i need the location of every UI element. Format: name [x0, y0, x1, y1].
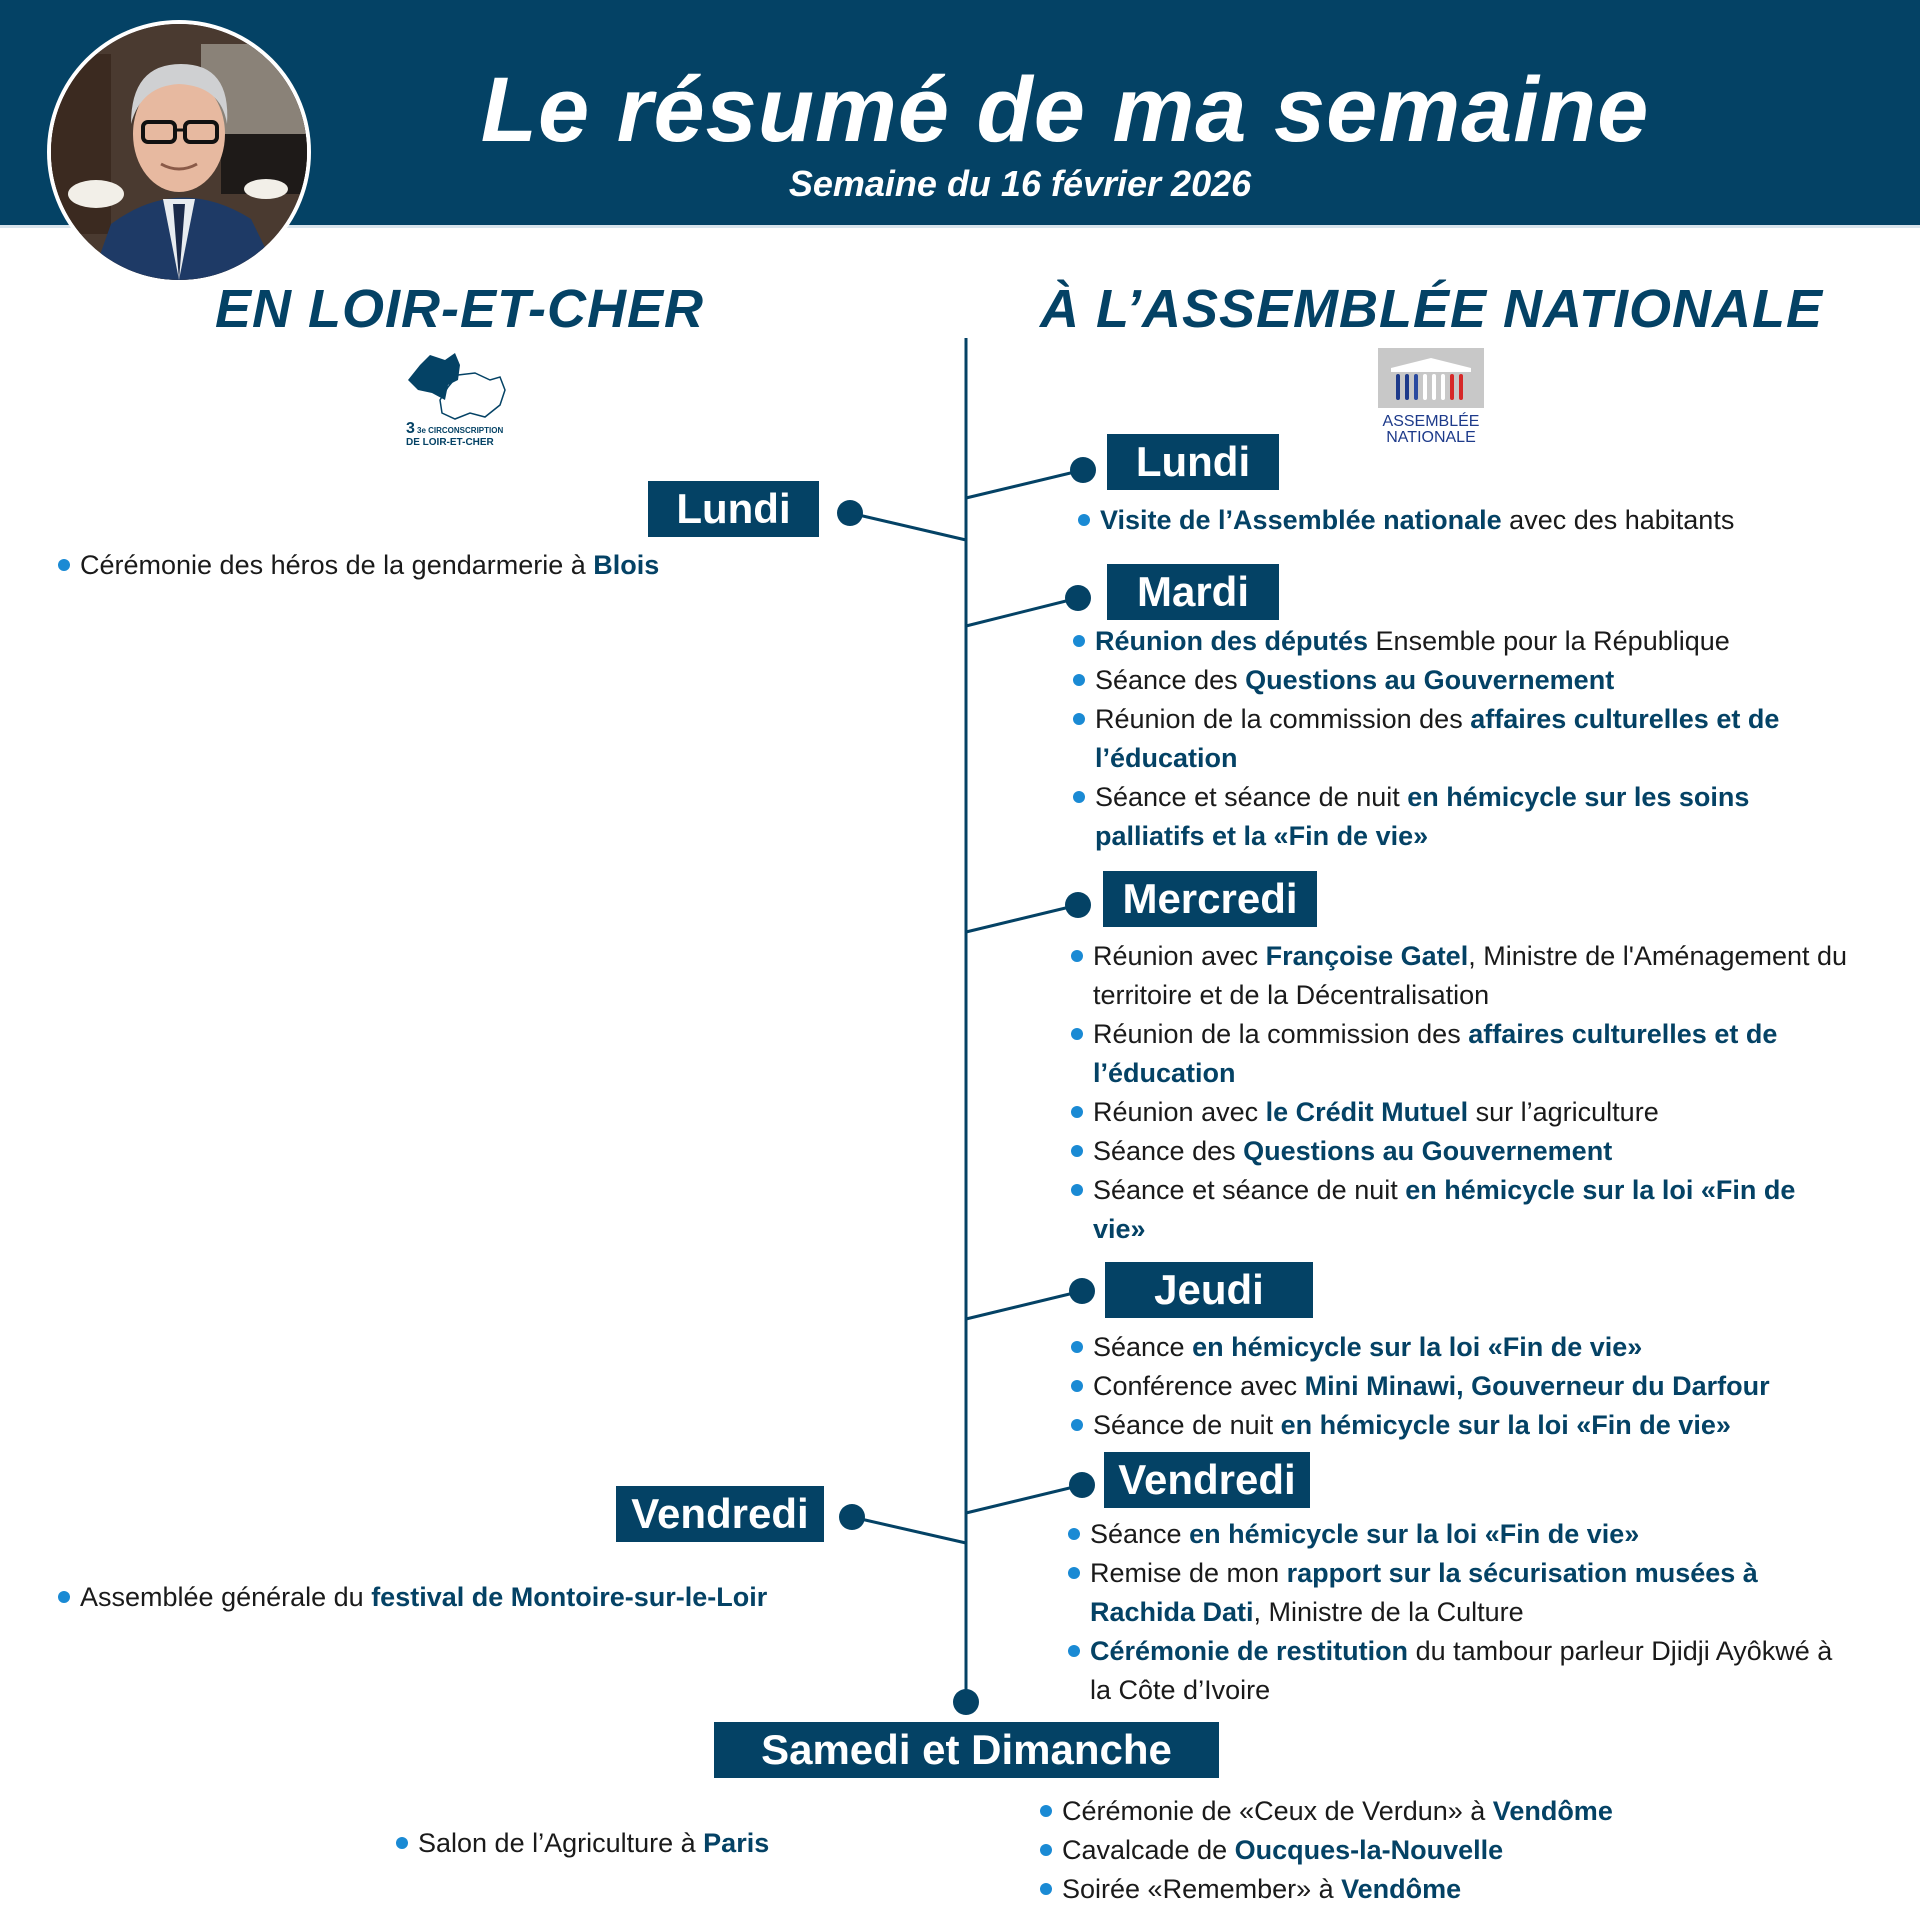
highlight-text: Blois: [593, 550, 660, 580]
item-text: Cavalcade de: [1062, 1835, 1235, 1865]
list-item: [1071, 1406, 1911, 1445]
node-left-lundi: [837, 500, 863, 526]
highlight-text: Questions au Gouvernement: [1245, 665, 1615, 695]
list-item: [396, 1824, 896, 1863]
list-item: [1040, 1870, 1840, 1909]
highlight-text: Cérémonie de restitution: [1090, 1636, 1409, 1666]
event-list-right-lundi: [1078, 501, 1898, 540]
list-item: [1068, 1632, 1858, 1710]
list-item: [1073, 778, 1863, 856]
avatar: [47, 20, 311, 284]
highlight-text: affaires culturelles et de l’éducation: [1095, 704, 1780, 773]
list-item: [1071, 1367, 1911, 1406]
list-item: [58, 546, 898, 585]
item-text: Réunion avec: [1093, 941, 1266, 971]
day-label-right-mercredi: Mercredi: [1103, 871, 1317, 927]
section-title-assemblee-nationale: À L’ASSEMBLÉE NATIONALE: [1040, 279, 1824, 339]
event-list-right-jeudi: [1071, 1328, 1911, 1445]
node-right-jeudi: [1069, 1278, 1095, 1304]
list-item: [58, 1578, 918, 1617]
list-item: [1071, 1171, 1851, 1249]
highlight-text: Paris: [703, 1828, 770, 1858]
assemblee-nationale-logo: [1376, 346, 1486, 446]
day-label-right-vendredi: Vendredi: [1104, 1452, 1310, 1508]
logo-text-2: NATIONALE: [1386, 429, 1476, 446]
connector-right-mercredi: [966, 905, 1078, 932]
event-list-right-mercredi: [1071, 937, 1851, 1249]
svg-text:3: 3: [406, 420, 415, 437]
event-list-left-vendredi: [58, 1578, 918, 1617]
item-text: Ensemble pour la République: [1368, 626, 1730, 656]
item-text: Soirée «Remember» à: [1062, 1874, 1342, 1904]
highlight-text: le Crédit Mutuel: [1265, 1097, 1469, 1127]
highlight-text: Réunion des députés: [1095, 626, 1369, 656]
highlight-text: en hémicycle sur les soins palliatifs et la «Fin de vie»: [1095, 782, 1750, 851]
event-list-left-lundi: [58, 546, 898, 585]
day-label-left-vendredi: Vendredi: [616, 1486, 824, 1542]
map-icon: [400, 345, 520, 455]
item-text: Séance des: [1093, 1136, 1244, 1166]
list-item: [1068, 1554, 1858, 1632]
highlight-text: Oucques-la-Nouvelle: [1234, 1835, 1504, 1865]
day-label-weekend: Samedi et Dimanche: [714, 1722, 1219, 1778]
highlight-text: Françoise Gatel: [1265, 941, 1469, 971]
day-label-right-lundi: Lundi: [1107, 434, 1279, 490]
item-text: Assemblée générale du: [80, 1582, 372, 1612]
node-weekend: [953, 1689, 979, 1715]
highlight-text: Vendôme: [1492, 1796, 1613, 1826]
item-text: avec des habitants: [1501, 505, 1735, 535]
node-right-mercredi: [1065, 892, 1091, 918]
connector-right-mardi: [966, 598, 1078, 626]
highlight-text: en hémicycle sur la loi «Fin de vie»: [1192, 1332, 1643, 1362]
item-text: Cérémonie des héros de la gendarmerie à: [80, 550, 594, 580]
item-text: , Ministre de l'Aménagement du territoire et de la Décentralisation: [1093, 941, 1848, 1010]
highlight-text: Mini Minawi, Gouverneur du Darfour: [1304, 1371, 1770, 1401]
event-list-right-mardi: [1073, 622, 1863, 856]
item-text: Réunion avec: [1093, 1097, 1266, 1127]
item-text: , Ministre de la Culture: [1253, 1597, 1524, 1627]
highlight-text: en hémicycle sur la loi «Fin de vie»: [1280, 1410, 1731, 1440]
list-item: [1071, 1328, 1911, 1367]
day-label-right-jeudi: Jeudi: [1105, 1262, 1313, 1318]
day-label-right-mardi: Mardi: [1107, 564, 1279, 620]
list-item: [1040, 1831, 1840, 1870]
list-item: [1071, 1132, 1851, 1171]
node-right-vendredi: [1069, 1472, 1095, 1498]
item-text: Séance et séance de nuit: [1095, 782, 1408, 812]
highlight-text: Visite de l’Assemblée nationale: [1100, 505, 1502, 535]
logo-text-1: ASSEMBLÉE: [1382, 413, 1480, 430]
node-left-vendredi: [839, 1504, 865, 1530]
highlight-text: en hémicycle sur la loi «Fin de vie»: [1093, 1175, 1796, 1244]
event-list-weekend-left: [396, 1824, 896, 1863]
item-text: Séance: [1093, 1332, 1193, 1362]
list-item: [1078, 501, 1898, 540]
connector-right-lundi: [966, 470, 1083, 498]
item-text: Conférence avec: [1093, 1371, 1305, 1401]
connector-right-jeudi: [966, 1291, 1082, 1319]
list-item: [1073, 700, 1863, 778]
assemblee-building-icon: [1376, 346, 1486, 446]
item-text: Séance et séance de nuit: [1093, 1175, 1406, 1205]
day-label-left-lundi: Lundi: [648, 481, 819, 537]
list-item: [1071, 937, 1851, 1015]
connector-left-lundi: [850, 513, 966, 540]
logo-text-1: 3e CIRCONSCRIPTION: [417, 426, 504, 435]
item-text: Réunion de la commission des: [1095, 704, 1471, 734]
item-text: Salon de l’Agriculture à: [418, 1828, 704, 1858]
item-text: sur l’agriculture: [1468, 1097, 1659, 1127]
highlight-text: festival de Montoire-sur-le-Loir: [371, 1582, 768, 1612]
item-text: Cérémonie de «Ceux de Verdun» à: [1062, 1796, 1493, 1826]
item-text: du tambour parleur Djidji Ayôkwé à la Côte d’Ivoire: [1090, 1636, 1833, 1705]
highlight-text: en hémicycle sur la loi «Fin de vie»: [1189, 1519, 1640, 1549]
page-subtitle: Semaine du 16 février 2026: [788, 163, 1252, 204]
item-text: Réunion de la commission des: [1093, 1019, 1469, 1049]
list-item: [1040, 1792, 1840, 1831]
highlight-text: Vendôme: [1341, 1874, 1462, 1904]
list-item: [1068, 1515, 1858, 1554]
event-list-right-vendredi: [1068, 1515, 1858, 1710]
item-text: Séance: [1090, 1519, 1190, 1549]
page-title: Le résumé de ma semaine: [480, 59, 1650, 161]
logo-text-2: DE LOIR-ET-CHER: [406, 437, 494, 448]
portrait-icon: [51, 24, 307, 280]
node-right-mardi: [1065, 585, 1091, 611]
connector-left-vendredi: [852, 1517, 966, 1543]
circonscription-logo: [400, 345, 520, 455]
event-list-weekend-right: [1040, 1792, 1840, 1909]
list-item: [1073, 661, 1863, 700]
list-item: [1071, 1015, 1851, 1093]
highlight-text: rapport sur la sécurisation musées à Rachida Dati: [1090, 1558, 1758, 1627]
list-item: [1071, 1093, 1851, 1132]
list-item: [1073, 622, 1863, 661]
item-text: Remise de mon: [1090, 1558, 1287, 1588]
highlight-text: Questions au Gouvernement: [1243, 1136, 1613, 1166]
node-right-lundi: [1070, 457, 1096, 483]
connector-right-vendredi: [966, 1485, 1082, 1513]
highlight-text: affaires culturelles et de l’éducation: [1093, 1019, 1778, 1088]
section-title-loir-et-cher: EN LOIR-ET-CHER: [215, 279, 705, 339]
item-text: Séance de nuit: [1093, 1410, 1281, 1440]
item-text: Séance des: [1095, 665, 1246, 695]
